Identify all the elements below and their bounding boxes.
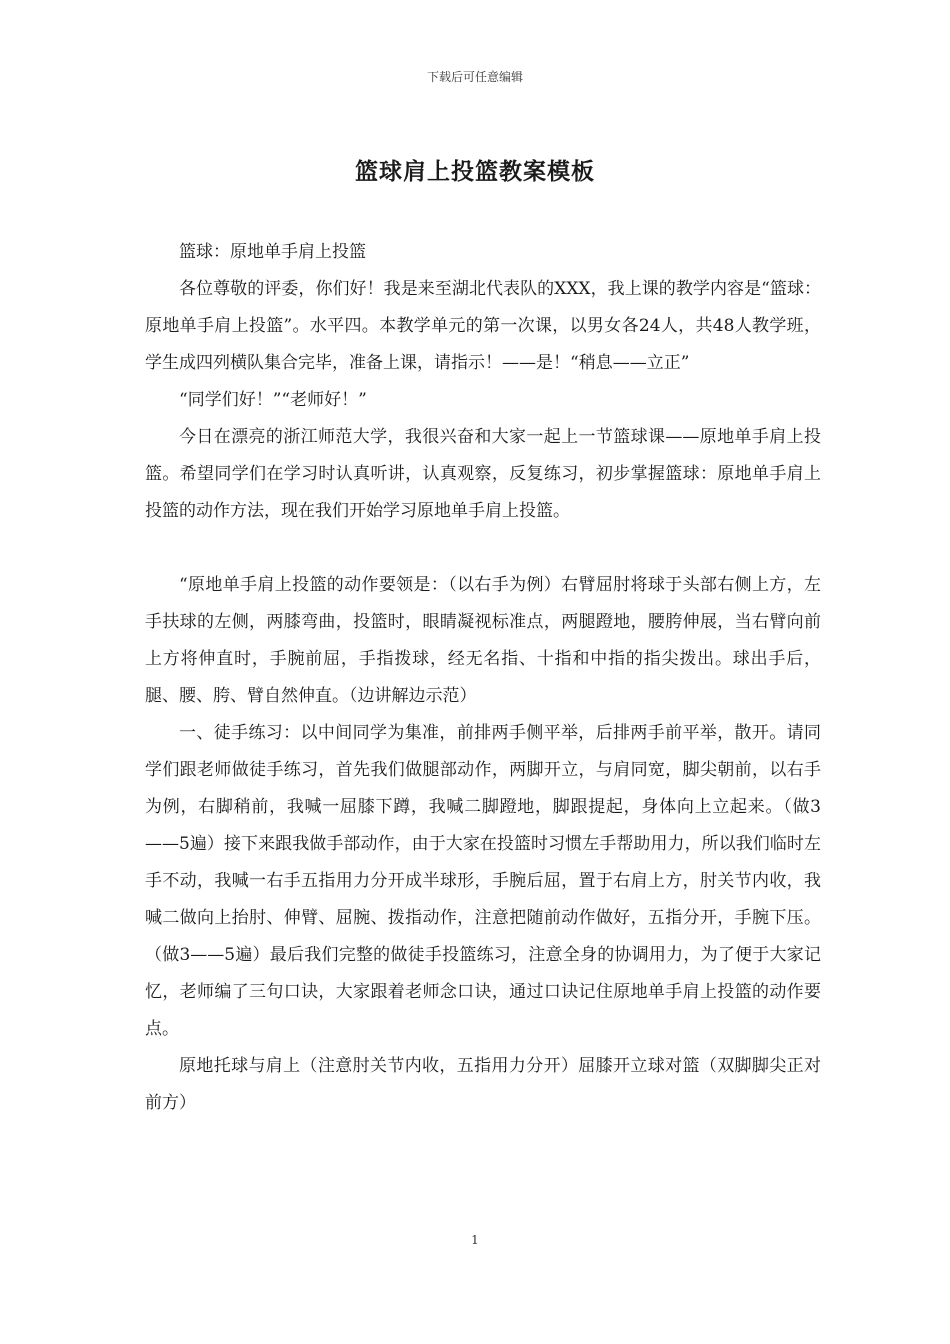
paragraph-spacer	[145, 530, 821, 567]
paragraph-introduction: 今日在漂亮的浙江师范大学，我很兴奋和大家一起上一节篮球课——原地单手肩上投篮。希望同学们在学习时认真听讲，认真观察，反复练习，初步掌握篮球：原地单手肩上投篮的动作方法，现在我们开始学习原地单手肩上投篮。	[145, 427, 821, 521]
paragraph-mnemonic: 原地托球与肩上（注意肘关节内收，五指用力分开）屈膝开立球对篮（双脚脚尖正对前方）	[145, 1056, 821, 1113]
paragraph-lesson-topic: 篮球：原地单手肩上投篮	[179, 242, 366, 262]
paragraph-class-greeting: “同学们好！”“老师好！”	[179, 390, 367, 410]
page-header-note: 下载后可任意编辑	[426, 70, 523, 84]
page-number: 1	[471, 1233, 479, 1247]
document-title: 篮球肩上投篮教案模板	[355, 158, 595, 185]
document-body	[145, 234, 821, 1122]
paragraph-technique: “原地单手肩上投篮的动作要领是：（以右手为例）右臂屈肘将球于头部右侧上方，左手扶球的左侧，两膝弯曲，投篮时，眼睛凝视标准点，两腿蹬地，腰胯伸展，当右臂向前上方将伸直时，手腕前屈，手指拨球，经无名指、十指和中指的指尖拨出。球出手后，腿、腰、胯、臂自然伸直。（边讲解边示范）	[145, 575, 821, 706]
paragraph-greeting: 各位尊敬的评委，你们好！我是来至湖北代表队的XXX，我上课的教学内容是“篮球：原地单手肩上投篮”。水平四。本教学单元的第一次课，以男女各24人，共48人教学班，学生成四列横队集合完毕，准备上课，请指示！——是！“稍息——立正”	[145, 279, 821, 373]
paragraph-practice: 一、徒手练习：以中间同学为集准，前排两手侧平举，后排两手前平举，散开。请同学们跟老师做徒手练习，首先我们做腿部动作，两脚开立，与肩同宽，脚尖朝前，以右手为例，右脚稍前，我喊一屈膝下蹲，我喊二脚蹬地，脚跟提起，身体向上立起来。（做3——5遍）接下来跟我做手部动作，由于大家在投篮时习惯左手帮助用力，所以我们临时左手不动，我喊一右手五指用力分开成半球形，手腕后屈，置于右肩上方，肘关节内收，我喊二做向上抬肘、伸臂、屈腕、拨指动作，注意把随前动作做好，五指分开，手腕下压。（做3——5遍）最后我们完整的做徒手投篮练习，注意全身的协调用力，为了便于大家记忆，老师编了三句口诀，大家跟着老师念口诀，通过口诀记住原地单手肩上投篮的动作要点。	[145, 723, 821, 1039]
